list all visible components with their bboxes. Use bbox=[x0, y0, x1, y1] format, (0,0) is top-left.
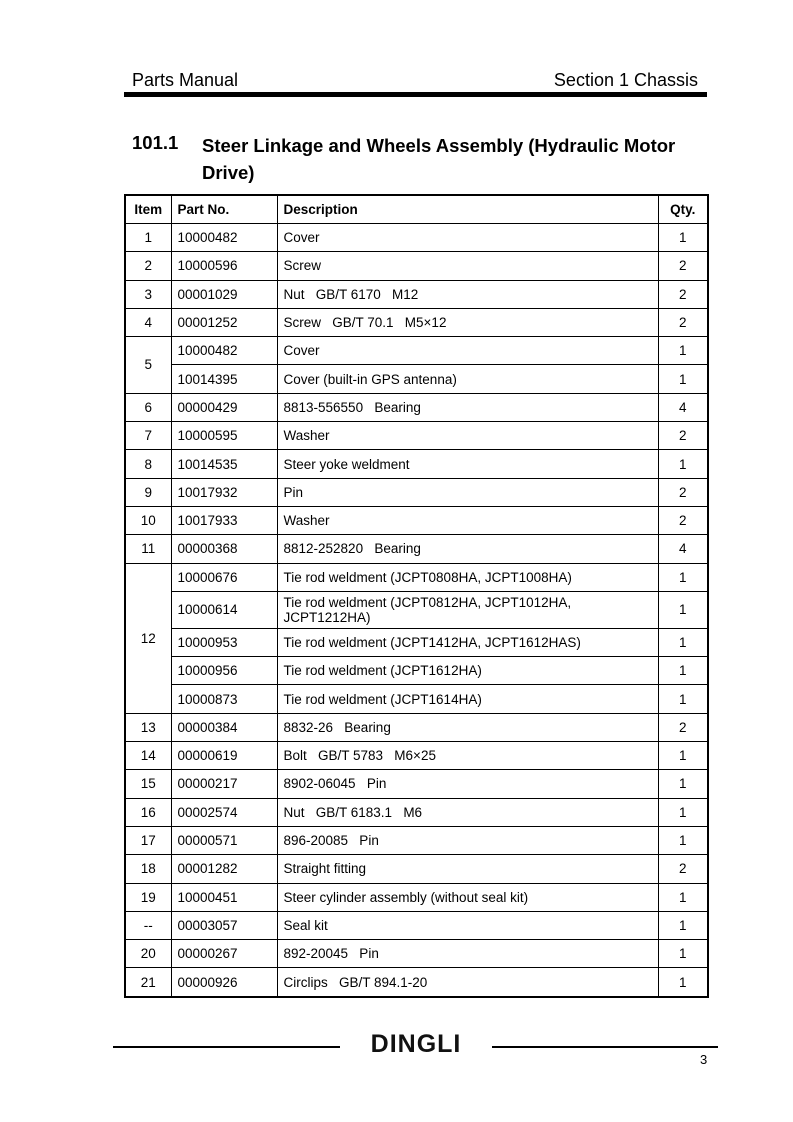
description-cell: Tie rod weldment (JCPT1614HA) bbox=[277, 685, 658, 713]
table-row bbox=[125, 422, 708, 450]
item-cell: 19 bbox=[125, 883, 171, 911]
item-cell: 5 bbox=[125, 337, 171, 394]
column-header-qty: Qty. bbox=[658, 195, 708, 224]
table-row bbox=[125, 770, 708, 798]
part-no-cell: 10000614 bbox=[171, 591, 277, 628]
description-cell: Washer bbox=[277, 506, 658, 534]
table-row bbox=[125, 940, 708, 968]
description-cell: Tie rod weldment (JCPT1412HA, JCPT1612HAS) bbox=[277, 628, 658, 656]
qty-cell: 2 bbox=[658, 252, 708, 280]
description-cell: 8812-252820 Bearing bbox=[277, 535, 658, 563]
qty-cell: 1 bbox=[658, 628, 708, 656]
item-cell: -- bbox=[125, 911, 171, 939]
description-cell: Nut GB/T 6170 M12 bbox=[277, 280, 658, 308]
header-rule bbox=[124, 92, 707, 97]
part-no-cell: 00000368 bbox=[171, 535, 277, 563]
qty-cell: 1 bbox=[658, 450, 708, 478]
item-cell: 7 bbox=[125, 422, 171, 450]
item-cell: 17 bbox=[125, 826, 171, 854]
table-row bbox=[125, 535, 708, 563]
part-no-cell: 00000217 bbox=[171, 770, 277, 798]
table-row bbox=[125, 968, 708, 997]
description-cell: Nut GB/T 6183.1 M6 bbox=[277, 798, 658, 826]
qty-cell: 1 bbox=[658, 826, 708, 854]
item-cell: 16 bbox=[125, 798, 171, 826]
part-no-cell: 00000926 bbox=[171, 968, 277, 997]
description-cell: Tie rod weldment (JCPT0808HA, JCPT1008HA) bbox=[277, 563, 658, 591]
footer-rule-left bbox=[113, 1046, 340, 1048]
item-cell: 10 bbox=[125, 506, 171, 534]
qty-cell: 2 bbox=[658, 478, 708, 506]
description-cell: Circlips GB/T 894.1-20 bbox=[277, 968, 658, 997]
description-cell: Cover (built-in GPS antenna) bbox=[277, 365, 658, 393]
part-no-cell: 00000429 bbox=[171, 393, 277, 421]
header-manual-title: Parts Manual bbox=[132, 70, 239, 90]
table-row bbox=[125, 591, 708, 628]
item-cell: 15 bbox=[125, 770, 171, 798]
table-row bbox=[125, 365, 708, 393]
qty-cell: 1 bbox=[658, 940, 708, 968]
part-no-cell: 10000451 bbox=[171, 883, 277, 911]
header-section-title: Section 1 Chassis bbox=[553, 70, 698, 90]
table-row bbox=[125, 252, 708, 280]
description-cell: Tie rod weldment (JCPT0812HA, JCPT1012HA, JCPT1212HA) bbox=[277, 591, 658, 628]
item-cell: 20 bbox=[125, 940, 171, 968]
qty-cell: 1 bbox=[658, 224, 708, 252]
item-cell: 11 bbox=[125, 535, 171, 563]
part-no-cell: 00000571 bbox=[171, 826, 277, 854]
qty-cell: 1 bbox=[658, 911, 708, 939]
qty-cell: 2 bbox=[658, 855, 708, 883]
qty-cell: 4 bbox=[658, 393, 708, 421]
item-cell: 14 bbox=[125, 742, 171, 770]
qty-cell: 1 bbox=[658, 883, 708, 911]
column-header-description: Description bbox=[277, 195, 658, 224]
part-no-cell: 10000956 bbox=[171, 657, 277, 685]
item-cell: 8 bbox=[125, 450, 171, 478]
qty-cell: 1 bbox=[658, 563, 708, 591]
table-row bbox=[125, 450, 708, 478]
part-no-cell: 10000873 bbox=[171, 685, 277, 713]
table-row bbox=[125, 224, 708, 252]
qty-cell: 2 bbox=[658, 713, 708, 741]
description-cell: 8902-06045 Pin bbox=[277, 770, 658, 798]
parts-table bbox=[124, 194, 709, 998]
part-no-cell: 00000267 bbox=[171, 940, 277, 968]
part-no-cell: 10000595 bbox=[171, 422, 277, 450]
table-row bbox=[125, 713, 708, 741]
item-cell: 3 bbox=[125, 280, 171, 308]
description-cell: Seal kit bbox=[277, 911, 658, 939]
column-header-item: Item bbox=[125, 195, 171, 224]
section-title: Steer Linkage and Wheels Assembly (Hydraulic Motor Drive) bbox=[202, 135, 676, 183]
qty-cell: 1 bbox=[658, 591, 708, 628]
part-no-cell: 10014395 bbox=[171, 365, 277, 393]
qty-cell: 1 bbox=[658, 657, 708, 685]
description-cell: Steer yoke weldment bbox=[277, 450, 658, 478]
column-header-part-no: Part No. bbox=[171, 195, 277, 224]
qty-cell: 1 bbox=[658, 770, 708, 798]
table-row bbox=[125, 308, 708, 336]
part-no-cell: 10000482 bbox=[171, 224, 277, 252]
table-row bbox=[125, 478, 708, 506]
part-no-cell: 00001252 bbox=[171, 308, 277, 336]
table-row bbox=[125, 883, 708, 911]
table-row bbox=[125, 280, 708, 308]
page-number: 3 bbox=[700, 1052, 708, 1067]
description-cell: Steer cylinder assembly (without seal kit) bbox=[277, 883, 658, 911]
table-row bbox=[125, 855, 708, 883]
part-no-cell: 10000482 bbox=[171, 337, 277, 365]
description-cell: Screw bbox=[277, 252, 658, 280]
item-cell: 1 bbox=[125, 224, 171, 252]
part-no-cell: 10017932 bbox=[171, 478, 277, 506]
description-cell: Bolt GB/T 5783 M6×25 bbox=[277, 742, 658, 770]
description-cell: Straight fitting bbox=[277, 855, 658, 883]
qty-cell: 1 bbox=[658, 968, 708, 997]
footer-rule-right bbox=[492, 1046, 718, 1048]
part-no-cell: 10000953 bbox=[171, 628, 277, 656]
table-row bbox=[125, 628, 708, 656]
table-row bbox=[125, 742, 708, 770]
part-no-cell: 00001029 bbox=[171, 280, 277, 308]
qty-cell: 4 bbox=[658, 535, 708, 563]
description-cell: 8813-556550 Bearing bbox=[277, 393, 658, 421]
qty-cell: 1 bbox=[658, 685, 708, 713]
description-cell: Tie rod weldment (JCPT1612HA) bbox=[277, 657, 658, 685]
table-row bbox=[125, 685, 708, 713]
part-no-cell: 00001282 bbox=[171, 855, 277, 883]
qty-cell: 2 bbox=[658, 506, 708, 534]
item-cell: 21 bbox=[125, 968, 171, 997]
part-no-cell: 00003057 bbox=[171, 911, 277, 939]
item-cell: 6 bbox=[125, 393, 171, 421]
table-row bbox=[125, 826, 708, 854]
item-cell: 4 bbox=[125, 308, 171, 336]
description-cell: Cover bbox=[277, 224, 658, 252]
qty-cell: 1 bbox=[658, 365, 708, 393]
part-no-cell: 10014535 bbox=[171, 450, 277, 478]
table-row bbox=[125, 798, 708, 826]
part-no-cell: 00000619 bbox=[171, 742, 277, 770]
qty-cell: 2 bbox=[658, 280, 708, 308]
item-cell: 2 bbox=[125, 252, 171, 280]
table-row bbox=[125, 393, 708, 421]
part-no-cell: 00002574 bbox=[171, 798, 277, 826]
qty-cell: 1 bbox=[658, 798, 708, 826]
qty-cell: 1 bbox=[658, 742, 708, 770]
table-row bbox=[125, 506, 708, 534]
part-no-cell: 10000596 bbox=[171, 252, 277, 280]
description-cell: Washer bbox=[277, 422, 658, 450]
table-row bbox=[125, 563, 708, 591]
table-row bbox=[125, 657, 708, 685]
table-row bbox=[125, 911, 708, 939]
item-cell: 9 bbox=[125, 478, 171, 506]
part-no-cell: 10000676 bbox=[171, 563, 277, 591]
qty-cell: 2 bbox=[658, 308, 708, 336]
description-cell: Pin bbox=[277, 478, 658, 506]
part-no-cell: 10017933 bbox=[171, 506, 277, 534]
description-cell: Cover bbox=[277, 337, 658, 365]
item-cell: 13 bbox=[125, 713, 171, 741]
part-no-cell: 00000384 bbox=[171, 713, 277, 741]
qty-cell: 1 bbox=[658, 337, 708, 365]
description-cell: 892-20045 Pin bbox=[277, 940, 658, 968]
qty-cell: 2 bbox=[658, 422, 708, 450]
item-cell: 18 bbox=[125, 855, 171, 883]
section-number: 101.1 bbox=[132, 132, 179, 153]
item-cell: 12 bbox=[125, 563, 171, 713]
table-row bbox=[125, 337, 708, 365]
description-cell: 8832-26 Bearing bbox=[277, 713, 658, 741]
description-cell: 896-20085 Pin bbox=[277, 826, 658, 854]
table-header-row bbox=[125, 195, 708, 224]
dingli-logo: DINGLI bbox=[370, 1030, 462, 1058]
description-cell: Screw GB/T 70.1 M5×12 bbox=[277, 308, 658, 336]
